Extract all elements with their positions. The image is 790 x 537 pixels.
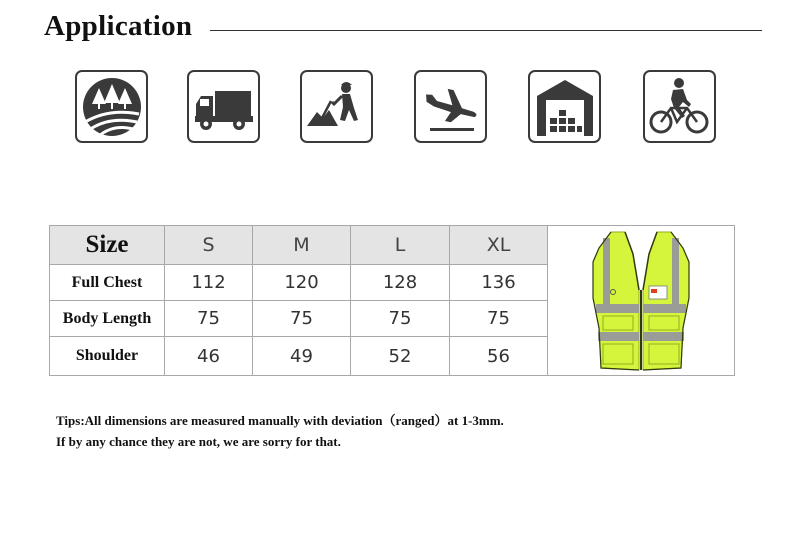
size-chart-table — [49, 225, 735, 376]
warehouse-icon — [532, 74, 598, 140]
cell-full-chest-xl: 136 — [450, 265, 548, 301]
cell-body-length-m: 75 — [253, 301, 351, 337]
application-tile-cycling — [643, 70, 716, 143]
cell-body-length-xl: 75 — [450, 301, 548, 337]
row-label-full-chest: Full Chest — [50, 265, 165, 301]
application-tile-truck — [187, 70, 260, 143]
cell-full-chest-s: 112 — [165, 265, 253, 301]
size-column-s: S — [165, 226, 253, 265]
application-tile-warehouse — [528, 70, 601, 143]
tips-line-2: If by any chance they are not, we are sorry for that. — [56, 434, 341, 449]
application-tile-forest — [75, 70, 148, 143]
size-header-row — [50, 226, 735, 265]
delivery-truck-icon — [191, 74, 257, 140]
title-rule — [210, 30, 762, 31]
size-column-xl: XL — [450, 226, 548, 265]
airplane-landing-icon — [418, 74, 484, 140]
cyclist-icon — [647, 74, 713, 140]
size-corner-label: Size — [50, 226, 165, 265]
tips-line-1: Tips:All dimensions are measured manually with deviation（ranged）at 1-3mm. — [56, 413, 504, 428]
construction-worker-icon — [304, 74, 370, 140]
row-label-shoulder: Shoulder — [50, 337, 165, 376]
application-tile-construction — [300, 70, 373, 143]
cell-full-chest-l: 128 — [351, 265, 450, 301]
cell-body-length-l: 75 — [351, 301, 450, 337]
page-title: Application — [44, 10, 193, 42]
cell-shoulder-s: 46 — [165, 337, 253, 376]
cell-body-length-s: 75 — [165, 301, 253, 337]
size-column-l: L — [351, 226, 450, 265]
application-tile-airport — [414, 70, 487, 143]
product-image-cell — [548, 226, 735, 376]
cell-full-chest-m: 120 — [253, 265, 351, 301]
cell-shoulder-xl: 56 — [450, 337, 548, 376]
cell-shoulder-m: 49 — [253, 337, 351, 376]
cell-shoulder-l: 52 — [351, 337, 450, 376]
forest-field-icon — [79, 74, 145, 140]
row-label-body-length: Body Length — [50, 301, 165, 337]
safety-vest-icon — [589, 228, 693, 374]
size-column-m: M — [253, 226, 351, 265]
